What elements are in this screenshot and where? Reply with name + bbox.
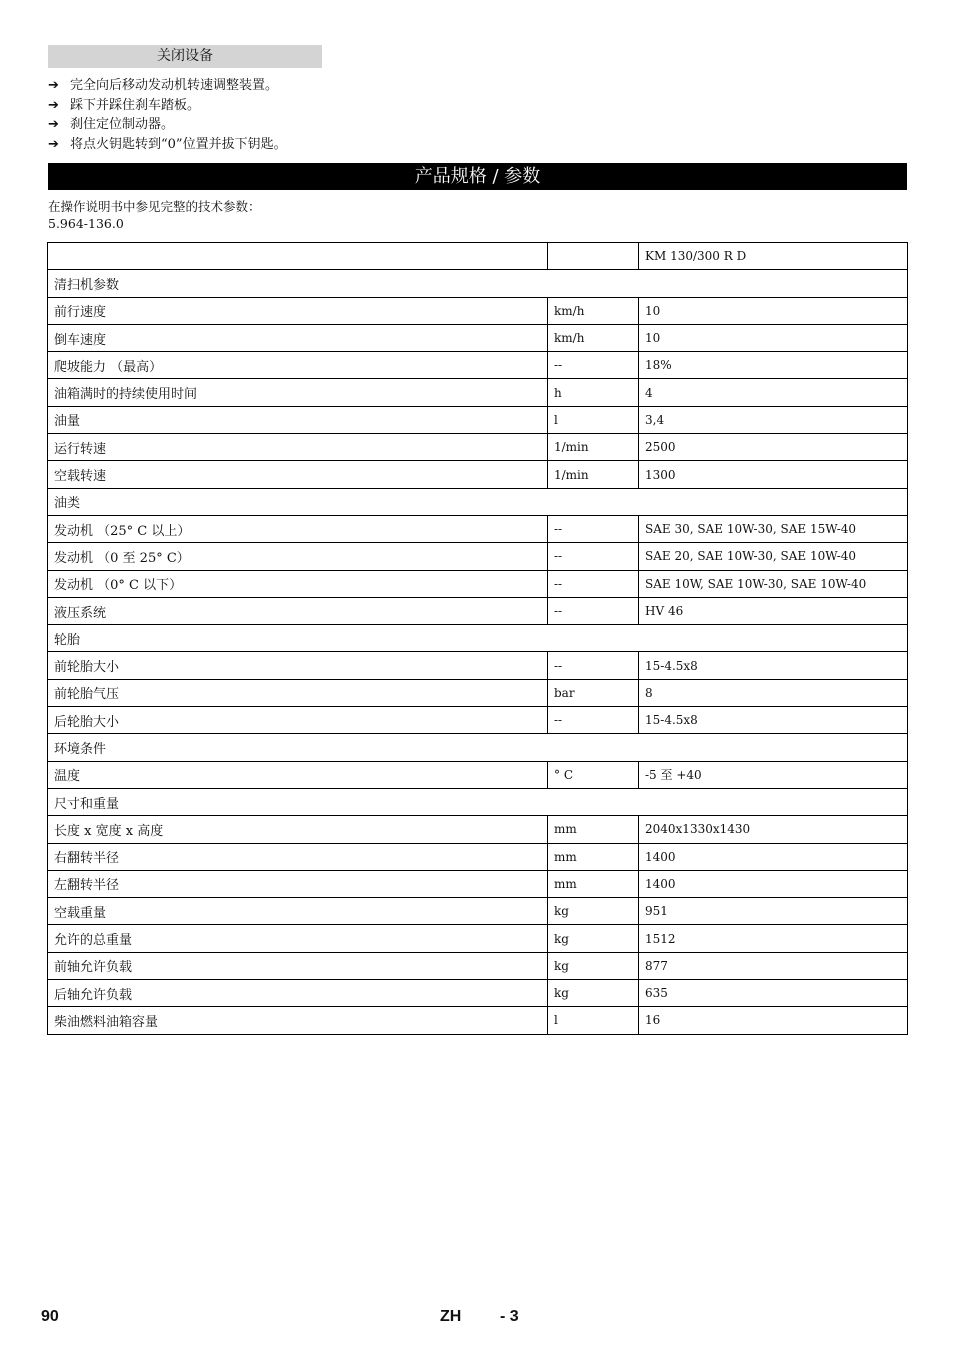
spec-value: 1400 <box>639 843 908 870</box>
table-group-row <box>48 788 908 815</box>
spec-unit: -- <box>548 597 639 624</box>
group-label: 环境条件 <box>48 734 908 761</box>
arrow-right-icon: ➔ <box>48 78 59 93</box>
spec-unit: -- <box>548 352 639 379</box>
spec-label: 发动机 （25° C 以上） <box>48 515 548 542</box>
spec-label: 空载转速 <box>48 461 548 488</box>
spec-label: 前轮胎气压 <box>48 679 548 706</box>
step-text: 踩下并踩住刹车踏板。 <box>70 97 201 113</box>
spec-value: 18% <box>639 352 908 379</box>
spec-label: 后轴允许负载 <box>48 980 548 1007</box>
table-row <box>48 461 908 488</box>
spec-unit: 1/min <box>548 434 639 461</box>
spec-unit: kg <box>548 980 639 1007</box>
table-row <box>48 816 908 843</box>
step-item <box>48 96 287 116</box>
spec-label: 前轮胎大小 <box>48 652 548 679</box>
spec-label: 液压系统 <box>48 597 548 624</box>
table-row <box>48 406 908 433</box>
spec-unit: h <box>548 379 639 406</box>
spec-unit: bar <box>548 679 639 706</box>
table-row <box>48 1007 908 1034</box>
table-row <box>48 679 908 706</box>
spec-label: 油箱满时的持续使用时间 <box>48 379 548 406</box>
arrow-right-icon: ➔ <box>48 97 59 113</box>
spec-value: 3,4 <box>639 406 908 433</box>
spec-value: 15-4.5x8 <box>639 707 908 734</box>
spec-unit: mm <box>548 843 639 870</box>
step-item <box>48 135 287 155</box>
language-code: ZH <box>440 1308 462 1325</box>
table-row <box>48 761 908 788</box>
arrow-right-icon: ➔ <box>48 136 59 152</box>
specs-table <box>47 242 908 1035</box>
steps-list <box>48 76 287 154</box>
group-label: 清扫机参数 <box>48 270 908 297</box>
spec-value: 1512 <box>639 925 908 952</box>
page-number: 90 <box>41 1308 59 1325</box>
spec-unit: mm <box>548 870 639 897</box>
spec-unit: -- <box>548 570 639 597</box>
spec-label: 倒车速度 <box>48 324 548 351</box>
spec-value: 1300 <box>639 461 908 488</box>
table-row <box>48 925 908 952</box>
table-row <box>48 297 908 324</box>
spec-label: 爬坡能力 （最高） <box>48 352 548 379</box>
spec-value: 4 <box>639 379 908 406</box>
step-text: 刹住定位制动器。 <box>70 117 175 132</box>
spec-value: 635 <box>639 980 908 1007</box>
spec-label: 右翻转半径 <box>48 843 548 870</box>
spec-value: SAE 10W, SAE 10W-30, SAE 10W-40 <box>639 570 908 597</box>
group-label: 油类 <box>48 488 908 515</box>
header-cell-empty <box>48 243 548 270</box>
table-row <box>48 870 908 897</box>
table-group-row <box>48 270 908 297</box>
spec-value: 2040x1330x1430 <box>639 816 908 843</box>
spec-value: HV 46 <box>639 597 908 624</box>
table-row <box>48 980 908 1007</box>
spec-label: 前轴允许负载 <box>48 952 548 979</box>
table-row <box>48 352 908 379</box>
section-number: - 3 <box>500 1308 519 1325</box>
spec-label: 前行速度 <box>48 297 548 324</box>
table-row <box>48 652 908 679</box>
spec-unit: -- <box>548 515 639 542</box>
spec-unit: ° C <box>548 761 639 788</box>
spec-label: 长度 x 宽度 x 高度 <box>48 816 548 843</box>
spec-value: 1400 <box>639 870 908 897</box>
spec-label: 柴油燃料油箱容量 <box>48 1007 548 1034</box>
spec-unit: -- <box>548 652 639 679</box>
spec-value: 2500 <box>639 434 908 461</box>
model-name: KM 130/300 R D <box>639 243 908 270</box>
step-item <box>48 115 287 135</box>
table-row <box>48 597 908 624</box>
spec-unit: l <box>548 1007 639 1034</box>
table-row <box>48 843 908 870</box>
step-item <box>48 76 287 96</box>
table-row <box>48 379 908 406</box>
intro-text <box>48 198 261 232</box>
spec-unit: kg <box>548 925 639 952</box>
section-heading: 关闭设备 <box>48 45 322 68</box>
table-group-row <box>48 734 908 761</box>
spec-label: 发动机 （0 至 25° C） <box>48 543 548 570</box>
table-row <box>48 515 908 542</box>
spec-value: -5 至 +40 <box>639 761 908 788</box>
table-row <box>48 434 908 461</box>
spec-value: 15-4.5x8 <box>639 652 908 679</box>
spec-unit: -- <box>548 707 639 734</box>
spec-label: 发动机 （0° C 以下） <box>48 570 548 597</box>
header-cell-empty <box>548 243 639 270</box>
arrow-right-icon: ➔ <box>48 117 59 132</box>
intro-line: 在操作说明书中参见完整的技术参数： <box>48 199 261 214</box>
spec-label: 油量 <box>48 406 548 433</box>
spec-value: SAE 30, SAE 10W-30, SAE 15W-40 <box>639 515 908 542</box>
spec-unit: -- <box>548 543 639 570</box>
step-text: 将点火钥匙转到“0”位置并拔下钥匙。 <box>70 136 287 152</box>
group-label: 轮胎 <box>48 625 908 652</box>
specs-banner: 产品规格 / 参数 <box>48 163 907 190</box>
spec-unit: kg <box>548 898 639 925</box>
spec-value: 10 <box>639 324 908 351</box>
spec-value: 10 <box>639 297 908 324</box>
table-group-row <box>48 488 908 515</box>
table-row <box>48 570 908 597</box>
table-header-row <box>48 243 908 270</box>
spec-unit: mm <box>548 816 639 843</box>
table-row <box>48 898 908 925</box>
spec-value: SAE 20, SAE 10W-30, SAE 10W-40 <box>639 543 908 570</box>
spec-unit: km/h <box>548 297 639 324</box>
spec-value: 8 <box>639 679 908 706</box>
spec-label: 空载重量 <box>48 898 548 925</box>
table-row <box>48 324 908 351</box>
spec-label: 后轮胎大小 <box>48 707 548 734</box>
step-text: 完全向后移动发动机转速调整装置。 <box>70 78 279 93</box>
spec-value: 16 <box>639 1007 908 1034</box>
spec-value: 877 <box>639 952 908 979</box>
table-row <box>48 952 908 979</box>
part-number: 5.964-136.0 <box>48 216 124 231</box>
spec-unit: kg <box>548 952 639 979</box>
spec-unit: 1/min <box>548 461 639 488</box>
spec-label: 左翻转半径 <box>48 870 548 897</box>
table-row <box>48 707 908 734</box>
spec-value: 951 <box>639 898 908 925</box>
spec-unit: l <box>548 406 639 433</box>
spec-label: 运行转速 <box>48 434 548 461</box>
spec-label: 温度 <box>48 761 548 788</box>
table-row <box>48 543 908 570</box>
table-group-row <box>48 625 908 652</box>
group-label: 尺寸和重量 <box>48 788 908 815</box>
spec-label: 允许的总重量 <box>48 925 548 952</box>
spec-unit: km/h <box>548 324 639 351</box>
